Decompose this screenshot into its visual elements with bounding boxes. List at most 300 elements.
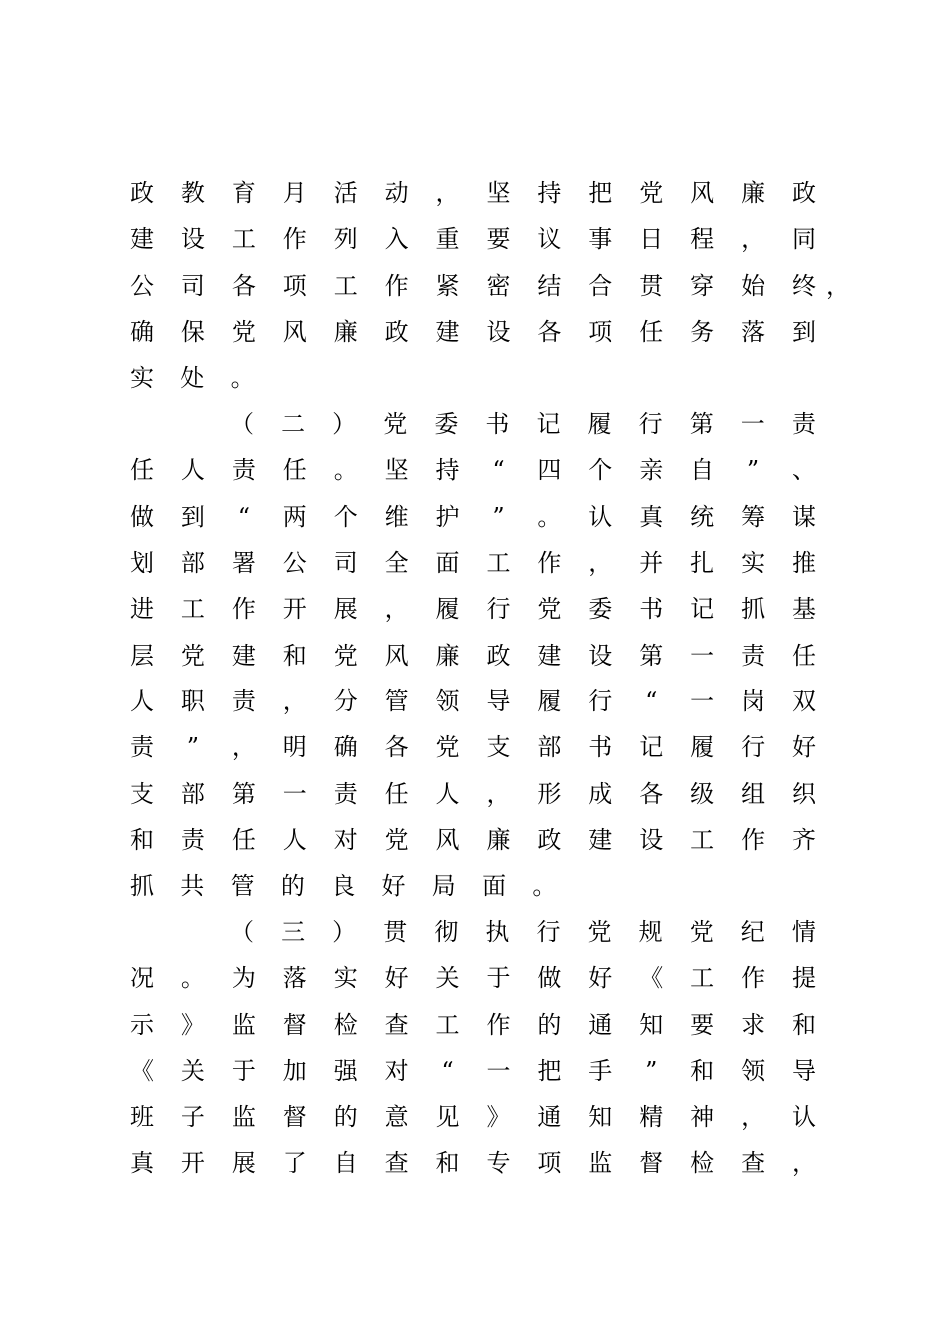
text-char: 党 xyxy=(333,642,358,670)
text-char: 实 xyxy=(741,549,766,577)
text-char: 各 xyxy=(384,733,409,761)
text-char: 和 xyxy=(130,826,154,854)
text-char: 监 xyxy=(231,1103,256,1131)
text-char: “ xyxy=(492,456,505,484)
text-char: 部 xyxy=(180,780,205,808)
text-char: 结 xyxy=(537,272,562,300)
text-char: 记 xyxy=(639,733,664,761)
text-char: 育 xyxy=(231,179,256,207)
text-char: 三 xyxy=(281,918,306,946)
text-char: 同 xyxy=(791,225,816,253)
text-char: 织 xyxy=(791,780,816,808)
text-char: 设 xyxy=(180,225,205,253)
text-char: 署 xyxy=(231,549,256,577)
text-char: 。 xyxy=(532,872,557,900)
text-char: ， xyxy=(435,179,460,207)
text-char: 各 xyxy=(639,780,664,808)
text-char: 开 xyxy=(282,595,307,623)
text-char: 终 xyxy=(791,272,816,300)
text-char: 真 xyxy=(639,503,664,531)
text-char: 于 xyxy=(231,1057,256,1085)
text-char: 知 xyxy=(588,1103,613,1131)
text-char: 廉 xyxy=(435,642,460,670)
text-char: 加 xyxy=(282,1057,307,1085)
text-char: 人 xyxy=(282,826,307,854)
text-char: 书 xyxy=(639,595,664,623)
text-char: 持 xyxy=(537,179,562,207)
text-char: 委 xyxy=(588,595,613,623)
text-char: 部 xyxy=(537,733,562,761)
text-char: 彻 xyxy=(434,918,459,946)
text-char: 一 xyxy=(282,780,307,808)
text-char: 开 xyxy=(180,1149,205,1177)
text-char: 为 xyxy=(231,964,256,992)
text-char: 领 xyxy=(435,687,460,715)
text-char: 个 xyxy=(588,456,613,484)
text-char: 并 xyxy=(639,549,664,577)
text-char: ， xyxy=(384,595,409,623)
text-char: 检 xyxy=(690,1149,715,1177)
text-char: 工 xyxy=(690,826,715,854)
text-char: 自 xyxy=(690,456,715,484)
text-char: 列 xyxy=(333,225,358,253)
text-char: ” xyxy=(186,733,200,761)
text-char: 和 xyxy=(282,642,307,670)
text-char: 作 xyxy=(282,225,307,253)
text-char: 四 xyxy=(537,456,562,484)
text-char: 确 xyxy=(333,733,358,761)
text-char: 规 xyxy=(638,918,663,946)
text-char: 督 xyxy=(639,1149,664,1177)
text-char: 把 xyxy=(588,179,613,207)
text-char: 责 xyxy=(333,780,358,808)
text-char: 职 xyxy=(180,687,205,715)
text-char: 精 xyxy=(639,1103,664,1131)
text-char: 和 xyxy=(690,1057,715,1085)
text-char: 责 xyxy=(231,456,256,484)
text-char: 党 xyxy=(383,410,408,438)
text-char: 作 xyxy=(486,1011,511,1039)
text-char: 做 xyxy=(130,503,154,531)
text-char: 行 xyxy=(536,918,561,946)
text-char: 任 xyxy=(639,318,664,346)
text-char: 导 xyxy=(791,1057,816,1085)
text-char: 统 xyxy=(690,503,715,531)
text-line xyxy=(128,1005,818,1045)
text-char: 始 xyxy=(741,272,766,300)
text-char: 合 xyxy=(588,272,613,300)
text-char: 人 xyxy=(130,687,154,715)
text-char: 工 xyxy=(180,595,205,623)
text-line xyxy=(228,404,818,444)
text-char: 查 xyxy=(741,1149,766,1177)
text-char: 行 xyxy=(741,733,766,761)
text-line xyxy=(128,958,818,998)
text-char: 处 xyxy=(180,364,205,392)
text-char: 纪 xyxy=(740,918,765,946)
text-char: 二 xyxy=(281,410,306,438)
text-char: 部 xyxy=(180,549,205,577)
text-char: 风 xyxy=(690,179,715,207)
text-char: 层 xyxy=(130,642,154,670)
text-char: 个 xyxy=(333,503,358,531)
text-char: 面 xyxy=(435,549,460,577)
text-char: 司 xyxy=(333,549,358,577)
text-char: 的 xyxy=(333,1103,358,1131)
text-char: 一 xyxy=(690,642,715,670)
text-char: 务 xyxy=(690,318,715,346)
text-char: 。 xyxy=(537,503,562,531)
text-char: 动 xyxy=(384,179,409,207)
text-char: 建 xyxy=(130,225,154,253)
text-char: 要 xyxy=(690,1011,715,1039)
text-char: 任 xyxy=(130,456,154,484)
text-char: 和 xyxy=(435,1149,460,1177)
text-line xyxy=(128,681,818,721)
text-char: 、 xyxy=(791,456,816,484)
text-char: 人 xyxy=(180,456,205,484)
text-char: 工 xyxy=(690,964,715,992)
text-char: 强 xyxy=(333,1057,358,1085)
text-char: 实 xyxy=(333,964,358,992)
text-char: 》 xyxy=(180,1011,205,1039)
text-char: 责 xyxy=(130,733,154,761)
text-char: （ xyxy=(230,410,254,438)
text-char: 紧 xyxy=(435,272,460,300)
text-char: 管 xyxy=(230,872,255,900)
text-char: ， xyxy=(741,225,766,253)
text-char: 支 xyxy=(130,780,154,808)
text-char: 建 xyxy=(435,318,460,346)
text-char: 入 xyxy=(384,225,409,253)
text-char: 书 xyxy=(588,733,613,761)
text-char: 任 xyxy=(282,456,307,484)
text-char: 确 xyxy=(130,318,154,346)
text-char: 书 xyxy=(485,410,510,438)
text-char: 良 xyxy=(331,872,356,900)
text-char: 设 xyxy=(486,318,511,346)
text-char: “ xyxy=(441,1057,454,1085)
text-line xyxy=(128,543,818,583)
text-char: 工 xyxy=(435,1011,460,1039)
text-char: 党 xyxy=(639,179,664,207)
text-char: 廉 xyxy=(486,826,511,854)
text-char: 提 xyxy=(791,964,816,992)
text-char: 重 xyxy=(435,225,460,253)
text-char: 好 xyxy=(588,964,613,992)
text-char: 况 xyxy=(130,964,154,992)
text-char: 一 xyxy=(486,1057,511,1085)
text-char: 子 xyxy=(180,1103,205,1131)
text-line xyxy=(128,173,818,213)
text-char: 要 xyxy=(486,225,511,253)
text-char: 落 xyxy=(282,964,307,992)
text-char: 护 xyxy=(435,503,460,531)
text-line xyxy=(128,358,818,398)
text-char: 组 xyxy=(741,780,766,808)
text-line xyxy=(128,820,818,860)
text-char: 作 xyxy=(231,595,256,623)
text-char: 通 xyxy=(537,1103,562,1131)
text-char: 第 xyxy=(231,780,256,808)
text-char: 履 xyxy=(587,410,612,438)
text-line xyxy=(128,497,818,537)
text-char: 维 xyxy=(384,503,409,531)
text-char: 政 xyxy=(486,642,511,670)
text-line xyxy=(128,1143,818,1183)
text-char: 履 xyxy=(435,595,460,623)
text-char: 议 xyxy=(537,225,562,253)
text-char: 好 xyxy=(791,733,816,761)
text-char: 求 xyxy=(741,1011,766,1039)
text-char: ” xyxy=(746,456,760,484)
text-char: 各 xyxy=(537,318,562,346)
text-char: 抓 xyxy=(130,872,154,900)
text-char: 查 xyxy=(384,1011,409,1039)
text-char: 责 xyxy=(231,687,256,715)
text-char: 意 xyxy=(384,1103,409,1131)
text-char: 程 xyxy=(690,225,715,253)
text-char: 记 xyxy=(690,595,715,623)
text-char: 局 xyxy=(431,872,456,900)
text-char: 任 xyxy=(791,642,816,670)
text-char: 风 xyxy=(384,642,409,670)
text-char: 扎 xyxy=(690,549,715,577)
text-char: 行 xyxy=(486,595,511,623)
text-char: 分 xyxy=(333,687,358,715)
text-char: 谋 xyxy=(791,503,816,531)
text-char: 好 xyxy=(381,872,406,900)
text-char: 事 xyxy=(588,225,613,253)
text-char: 督 xyxy=(282,1011,307,1039)
text-char: 党 xyxy=(231,318,256,346)
text-char: 亲 xyxy=(639,456,664,484)
text-char: 穿 xyxy=(690,272,715,300)
text-char: 自 xyxy=(333,1149,358,1177)
text-char: 两 xyxy=(282,503,307,531)
text-char: 任 xyxy=(231,826,256,854)
text-char: 政 xyxy=(791,179,816,207)
text-char: 落 xyxy=(741,318,766,346)
text-char: ， xyxy=(791,1149,816,1177)
text-char: 项 xyxy=(537,1149,562,1177)
text-char: 专 xyxy=(486,1149,511,1177)
text-char: 的 xyxy=(280,872,305,900)
text-char: 作 xyxy=(537,549,562,577)
text-char: 查 xyxy=(384,1149,409,1177)
text-char: 第 xyxy=(639,642,664,670)
text-char: 共 xyxy=(180,872,205,900)
text-char: 把 xyxy=(537,1057,562,1085)
text-char: 公 xyxy=(282,549,307,577)
text-char: 风 xyxy=(282,318,307,346)
text-char: 岗 xyxy=(741,687,766,715)
text-char: 领 xyxy=(741,1057,766,1085)
text-char: 各 xyxy=(231,272,256,300)
text-char: ， xyxy=(486,780,511,808)
text-char: 面 xyxy=(482,872,507,900)
text-char: 人 xyxy=(435,780,460,808)
text-char: 坚 xyxy=(486,179,511,207)
text-char: 风 xyxy=(435,826,460,854)
text-char: 的 xyxy=(537,1011,562,1039)
text-char: 支 xyxy=(486,733,511,761)
text-char: 一 xyxy=(690,687,715,715)
text-char: 活 xyxy=(333,179,358,207)
text-char: 记 xyxy=(536,410,561,438)
text-line xyxy=(128,636,818,676)
text-char: 监 xyxy=(231,1011,256,1039)
text-char: 司 xyxy=(180,272,205,300)
text-line xyxy=(228,912,818,952)
text-char: 工 xyxy=(231,225,256,253)
text-char: 建 xyxy=(588,826,613,854)
text-char: 项 xyxy=(588,318,613,346)
text-char: 筹 xyxy=(741,503,766,531)
text-char: 双 xyxy=(791,687,816,715)
text-char: 行 xyxy=(638,410,663,438)
text-char: 班 xyxy=(130,1103,154,1131)
text-char: 》 xyxy=(486,1103,511,1131)
text-char: 知 xyxy=(639,1011,664,1039)
text-char: 对 xyxy=(384,1057,409,1085)
text-line xyxy=(128,589,818,629)
text-char: ， xyxy=(231,733,256,761)
text-char: 到 xyxy=(180,503,205,531)
text-char: 任 xyxy=(384,780,409,808)
text-char: 密 xyxy=(486,272,511,300)
text-char: 党 xyxy=(537,595,562,623)
overflow-comma: ， xyxy=(826,272,850,300)
text-char: 实 xyxy=(130,364,154,392)
text-char: 和 xyxy=(791,1011,816,1039)
text-char: 做 xyxy=(537,964,562,992)
text-char: 示 xyxy=(130,1011,154,1039)
text-line xyxy=(128,312,818,352)
text-char: 管 xyxy=(384,687,409,715)
text-char: ” xyxy=(645,1057,658,1085)
text-char: 贯 xyxy=(639,272,664,300)
text-char: 。 xyxy=(180,964,205,992)
text-char: 认 xyxy=(588,503,613,531)
text-line xyxy=(128,727,818,767)
text-char: 党 xyxy=(180,642,205,670)
text-char: 廉 xyxy=(333,318,358,346)
text-char: 建 xyxy=(537,642,562,670)
text-char: 党 xyxy=(384,826,409,854)
text-char: 。 xyxy=(333,456,358,484)
text-char: 级 xyxy=(690,780,715,808)
text-char: 情 xyxy=(791,918,816,946)
text-char: 党 xyxy=(689,918,714,946)
text-char: 到 xyxy=(791,318,816,346)
text-char: 形 xyxy=(537,780,562,808)
text-char: 公 xyxy=(130,272,154,300)
text-line xyxy=(128,266,818,306)
text-char: 导 xyxy=(486,687,511,715)
text-char: 关 xyxy=(435,964,460,992)
text-char: 对 xyxy=(333,826,358,854)
text-char: 好 xyxy=(384,964,409,992)
text-char: 设 xyxy=(639,826,664,854)
text-char: 坚 xyxy=(384,456,409,484)
text-char: 齐 xyxy=(791,826,816,854)
text-line xyxy=(128,219,818,259)
text-char: ） xyxy=(332,410,357,438)
text-char: 一 xyxy=(740,410,765,438)
text-char: 《 xyxy=(639,964,664,992)
text-char: 教 xyxy=(180,179,205,207)
text-char: 作 xyxy=(384,272,409,300)
text-char: 真 xyxy=(130,1149,154,1177)
text-char: 于 xyxy=(486,964,511,992)
text-char: 基 xyxy=(791,595,816,623)
text-char: 执 xyxy=(485,918,510,946)
text-char: 政 xyxy=(130,179,154,207)
text-char: 委 xyxy=(434,410,459,438)
text-char: 贯 xyxy=(383,918,408,946)
text-char: ” xyxy=(492,503,505,531)
text-char: 认 xyxy=(791,1103,816,1131)
text-char: 责 xyxy=(791,410,816,438)
text-char: 第 xyxy=(689,410,714,438)
text-char: 工 xyxy=(486,549,511,577)
text-char: 关 xyxy=(180,1057,205,1085)
text-char: 全 xyxy=(384,549,409,577)
text-char: 建 xyxy=(231,642,256,670)
text-char: 了 xyxy=(282,1149,307,1177)
text-char: 明 xyxy=(282,733,307,761)
text-char: ， xyxy=(741,1103,766,1131)
text-char: 督 xyxy=(282,1103,307,1131)
text-char: 作 xyxy=(741,826,766,854)
text-char: ， xyxy=(588,549,613,577)
text-char: 月 xyxy=(282,179,307,207)
text-char: 成 xyxy=(588,780,613,808)
text-char: 履 xyxy=(690,733,715,761)
text-char: ） xyxy=(332,918,357,946)
text-char: 推 xyxy=(791,549,816,577)
text-char: 展 xyxy=(231,1149,256,1177)
text-char: 检 xyxy=(333,1011,358,1039)
text-char: 责 xyxy=(741,642,766,670)
text-char: 持 xyxy=(435,456,460,484)
text-line xyxy=(128,774,818,814)
text-char: 通 xyxy=(588,1011,613,1039)
text-char: 抓 xyxy=(741,595,766,623)
text-char: 履 xyxy=(537,687,562,715)
text-line xyxy=(128,866,818,906)
text-line xyxy=(128,450,818,490)
text-char: （ xyxy=(230,918,254,946)
text-char: 见 xyxy=(435,1103,460,1131)
text-char: 手 xyxy=(588,1057,613,1085)
text-char: 廉 xyxy=(741,179,766,207)
text-char: 日 xyxy=(639,225,664,253)
text-char: 党 xyxy=(435,733,460,761)
text-char: 神 xyxy=(690,1103,715,1131)
text-char: “ xyxy=(645,687,658,715)
text-char: 责 xyxy=(180,826,205,854)
text-char: 保 xyxy=(180,318,205,346)
text-char: 监 xyxy=(588,1149,613,1177)
text-char: 政 xyxy=(537,826,562,854)
text-char: 。 xyxy=(230,364,255,392)
text-char: 党 xyxy=(587,918,612,946)
text-char: “ xyxy=(237,503,250,531)
text-char: 《 xyxy=(130,1057,154,1085)
text-char: 工 xyxy=(333,272,358,300)
